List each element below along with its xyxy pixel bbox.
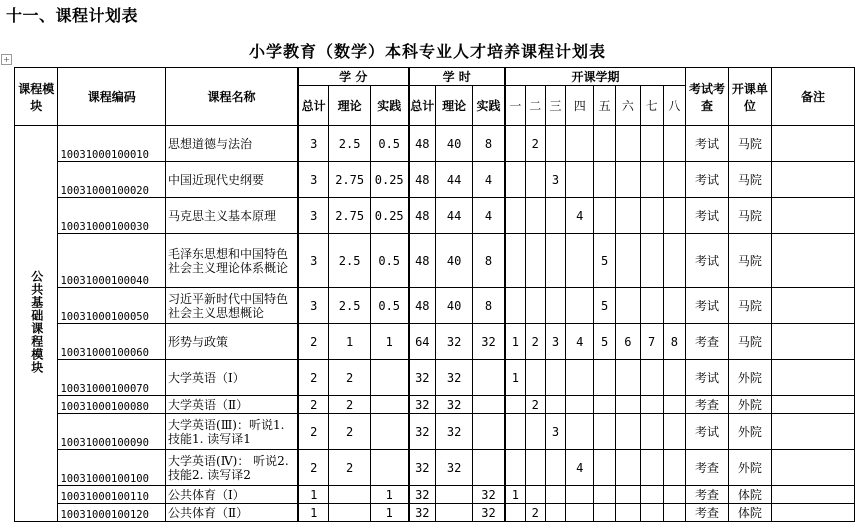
course-rows bbox=[15, 126, 855, 522]
header-credits: 学 分 bbox=[298, 68, 409, 86]
cell-cth: 2.5 bbox=[329, 234, 370, 288]
cell-ht: 32 bbox=[409, 450, 436, 486]
cell-ct: 3 bbox=[298, 234, 329, 288]
exam-type: 考查 bbox=[686, 396, 728, 414]
semester-4 bbox=[566, 504, 594, 522]
cell-hp: 8 bbox=[473, 126, 505, 162]
course-name: 公共体育（Ⅱ） bbox=[166, 504, 298, 522]
semester-5 bbox=[594, 414, 616, 450]
note bbox=[772, 198, 855, 234]
semester-2 bbox=[525, 234, 545, 288]
course-name: 大学英语（Ⅰ） bbox=[166, 360, 298, 396]
semester-2 bbox=[525, 162, 545, 198]
semester-8 bbox=[663, 486, 686, 504]
cell-cth: 2 bbox=[329, 396, 370, 414]
semester-3: 3 bbox=[545, 414, 566, 450]
header-unit: 开课单位 bbox=[728, 68, 771, 126]
cell-cp: 0.25 bbox=[370, 198, 408, 234]
table-row bbox=[15, 126, 855, 162]
note bbox=[772, 288, 855, 324]
offering-unit: 马院 bbox=[728, 288, 771, 324]
cell-hth: 32 bbox=[435, 396, 472, 414]
header-hours: 学 时 bbox=[409, 68, 505, 86]
cell-cp: 0.5 bbox=[370, 234, 408, 288]
offering-unit: 外院 bbox=[728, 414, 771, 450]
cell-hp bbox=[473, 414, 505, 450]
semester-5: 5 bbox=[594, 288, 616, 324]
table-row bbox=[15, 414, 855, 450]
semester-2: 2 bbox=[525, 504, 545, 522]
semester-5 bbox=[594, 198, 616, 234]
header-credit-practice: 实践 bbox=[370, 86, 408, 126]
offering-unit: 马院 bbox=[728, 234, 771, 288]
offering-unit: 马院 bbox=[728, 162, 771, 198]
semester-6 bbox=[615, 396, 640, 414]
semester-2 bbox=[525, 450, 545, 486]
offering-unit: 外院 bbox=[728, 396, 771, 414]
semester-7 bbox=[640, 198, 663, 234]
course-name: 习近平新时代中国特色社会主义思想概论 bbox=[166, 288, 298, 324]
header-semester-6: 六 bbox=[615, 86, 640, 126]
cell-hp: 4 bbox=[473, 198, 505, 234]
cell-hp: 8 bbox=[473, 234, 505, 288]
semester-8 bbox=[663, 198, 686, 234]
cell-hth bbox=[435, 504, 472, 522]
cell-ct: 2 bbox=[298, 450, 329, 486]
cell-cth: 2.5 bbox=[329, 288, 370, 324]
cell-ct: 3 bbox=[298, 162, 329, 198]
cell-ct: 2 bbox=[298, 360, 329, 396]
cell-hp: 32 bbox=[473, 504, 505, 522]
course-name: 中国近现代史纲要 bbox=[166, 162, 298, 198]
note bbox=[772, 162, 855, 198]
semester-5 bbox=[594, 396, 616, 414]
cell-cth: 2 bbox=[329, 360, 370, 396]
course-name: 公共体育（Ⅰ） bbox=[166, 486, 298, 504]
semester-3: 3 bbox=[545, 324, 566, 360]
semester-3 bbox=[545, 126, 566, 162]
cell-cth: 2 bbox=[329, 414, 370, 450]
semester-8 bbox=[663, 414, 686, 450]
cell-ct: 3 bbox=[298, 126, 329, 162]
semester-4 bbox=[566, 414, 594, 450]
course-name: 毛泽东思想和中国特色社会主义理论体系概论 bbox=[166, 234, 298, 288]
table-row bbox=[15, 450, 855, 486]
offering-unit: 外院 bbox=[728, 450, 771, 486]
semester-7 bbox=[640, 486, 663, 504]
cell-cp: 0.5 bbox=[370, 126, 408, 162]
cell-cth bbox=[329, 504, 370, 522]
cell-hth: 44 bbox=[435, 198, 472, 234]
note bbox=[772, 324, 855, 360]
header-semester-7: 七 bbox=[640, 86, 663, 126]
cell-hth: 40 bbox=[435, 288, 472, 324]
semester-8 bbox=[663, 504, 686, 522]
cell-cth bbox=[329, 486, 370, 504]
cell-cth: 1 bbox=[329, 324, 370, 360]
cell-cp: 0.25 bbox=[370, 162, 408, 198]
semester-8 bbox=[663, 234, 686, 288]
course-code: 10031000100100 bbox=[58, 450, 166, 486]
header-credit-theory: 理论 bbox=[329, 86, 370, 126]
semester-6 bbox=[615, 414, 640, 450]
exam-type: 考查 bbox=[686, 450, 728, 486]
semester-2 bbox=[525, 360, 545, 396]
module-name: 公共基础课程模块 bbox=[29, 269, 44, 374]
semester-6 bbox=[615, 234, 640, 288]
semester-1 bbox=[505, 396, 526, 414]
cell-hth: 40 bbox=[435, 126, 472, 162]
course-code: 10031000100120 bbox=[58, 504, 166, 522]
cell-ct: 2 bbox=[298, 396, 329, 414]
note bbox=[772, 450, 855, 486]
cell-ht: 32 bbox=[409, 504, 436, 522]
cell-ht: 32 bbox=[409, 414, 436, 450]
note bbox=[772, 126, 855, 162]
cell-hth: 32 bbox=[435, 450, 472, 486]
semester-8: 8 bbox=[663, 324, 686, 360]
semester-1 bbox=[505, 288, 526, 324]
course-plan-table bbox=[14, 67, 855, 522]
cell-hth bbox=[435, 486, 472, 504]
semester-4 bbox=[566, 486, 594, 504]
note bbox=[772, 396, 855, 414]
semester-7 bbox=[640, 162, 663, 198]
table-row bbox=[15, 288, 855, 324]
header-note: 备注 bbox=[772, 68, 855, 126]
semester-1 bbox=[505, 198, 526, 234]
semester-4 bbox=[566, 162, 594, 198]
header-credit-total: 总计 bbox=[298, 86, 329, 126]
semester-3 bbox=[545, 450, 566, 486]
semester-3 bbox=[545, 396, 566, 414]
cell-hp: 32 bbox=[473, 324, 505, 360]
cell-ct: 1 bbox=[298, 486, 329, 504]
header-semester-3: 三 bbox=[545, 86, 566, 126]
semester-6 bbox=[615, 504, 640, 522]
table-title: 小学教育（数学）本科专业人才培养课程计划表 bbox=[248, 42, 606, 61]
semester-5 bbox=[594, 504, 616, 522]
semester-6 bbox=[615, 450, 640, 486]
header-semesters: 开课学期 bbox=[505, 68, 686, 86]
cell-ct: 3 bbox=[298, 288, 329, 324]
cell-ht: 48 bbox=[409, 288, 436, 324]
cell-ht: 48 bbox=[409, 126, 436, 162]
cell-hp: 8 bbox=[473, 288, 505, 324]
table-row bbox=[15, 198, 855, 234]
exam-type: 考试 bbox=[686, 234, 728, 288]
table-row bbox=[15, 396, 855, 414]
semester-3 bbox=[545, 234, 566, 288]
cell-ht: 32 bbox=[409, 396, 436, 414]
note bbox=[772, 234, 855, 288]
semester-2 bbox=[525, 414, 545, 450]
cell-cp: 1 bbox=[370, 504, 408, 522]
header-semester-2: 二 bbox=[525, 86, 545, 126]
semester-1: 1 bbox=[505, 324, 526, 360]
semester-4 bbox=[566, 126, 594, 162]
semester-5 bbox=[594, 360, 616, 396]
course-name: 大学英语(Ⅳ)： 听说2. 技能2. 读写译2 bbox=[166, 450, 298, 486]
semester-6: 6 bbox=[615, 324, 640, 360]
semester-4: 4 bbox=[566, 324, 594, 360]
cell-cth: 2.75 bbox=[329, 162, 370, 198]
cell-ct: 3 bbox=[298, 198, 329, 234]
exam-type: 考试 bbox=[686, 414, 728, 450]
cell-ct: 1 bbox=[298, 504, 329, 522]
course-code: 10031000100050 bbox=[58, 288, 166, 324]
semester-8 bbox=[663, 396, 686, 414]
cell-hth: 32 bbox=[435, 414, 472, 450]
cell-hp bbox=[473, 450, 505, 486]
offering-unit: 外院 bbox=[728, 360, 771, 396]
semester-5 bbox=[594, 486, 616, 504]
semester-1 bbox=[505, 450, 526, 486]
header-code: 课程编码 bbox=[58, 68, 166, 126]
semester-4 bbox=[566, 234, 594, 288]
offering-unit: 马院 bbox=[728, 198, 771, 234]
exam-type: 考试 bbox=[686, 198, 728, 234]
semester-5: 5 bbox=[594, 324, 616, 360]
cell-cp bbox=[370, 396, 408, 414]
header-exam: 考试考查 bbox=[686, 68, 728, 126]
semester-2: 2 bbox=[525, 126, 545, 162]
table-row bbox=[15, 504, 855, 522]
header-name: 课程名称 bbox=[166, 68, 298, 126]
cell-ht: 32 bbox=[409, 360, 436, 396]
cell-ct: 2 bbox=[298, 414, 329, 450]
cell-cth: 2 bbox=[329, 450, 370, 486]
semester-5 bbox=[594, 450, 616, 486]
semester-7 bbox=[640, 288, 663, 324]
header-semester-8: 八 bbox=[663, 86, 686, 126]
exam-type: 考试 bbox=[686, 126, 728, 162]
course-code: 10031000100090 bbox=[58, 414, 166, 450]
module-cell bbox=[15, 126, 58, 522]
cell-hp bbox=[473, 360, 505, 396]
semester-6 bbox=[615, 162, 640, 198]
semester-7 bbox=[640, 450, 663, 486]
cell-cp bbox=[370, 360, 408, 396]
cell-ht: 64 bbox=[409, 324, 436, 360]
semester-1: 1 bbox=[505, 486, 526, 504]
offering-unit: 马院 bbox=[728, 126, 771, 162]
course-code: 10031000100080 bbox=[58, 396, 166, 414]
course-code: 10031000100030 bbox=[58, 198, 166, 234]
offering-unit: 体院 bbox=[728, 504, 771, 522]
offering-unit: 马院 bbox=[728, 324, 771, 360]
table-row bbox=[15, 360, 855, 396]
semester-6 bbox=[615, 198, 640, 234]
semester-7 bbox=[640, 414, 663, 450]
header-semester-5: 五 bbox=[594, 86, 616, 126]
course-name: 形势与政策 bbox=[166, 324, 298, 360]
section-heading: 十一、课程计划表 bbox=[6, 6, 139, 25]
header-module: 课程模块 bbox=[15, 68, 58, 126]
semester-5 bbox=[594, 162, 616, 198]
exam-type: 考查 bbox=[686, 324, 728, 360]
semester-6 bbox=[615, 288, 640, 324]
cell-cp bbox=[370, 450, 408, 486]
semester-4 bbox=[566, 360, 594, 396]
course-code: 10031000100060 bbox=[58, 324, 166, 360]
table-move-handle-icon[interactable]: + bbox=[1, 54, 12, 65]
course-name: 思想道德与法治 bbox=[166, 126, 298, 162]
header-semester-1: 一 bbox=[505, 86, 526, 126]
note bbox=[772, 414, 855, 450]
cell-hth: 32 bbox=[435, 360, 472, 396]
course-code: 10031000100010 bbox=[58, 126, 166, 162]
cell-hp: 4 bbox=[473, 162, 505, 198]
exam-type: 考试 bbox=[686, 162, 728, 198]
note bbox=[772, 504, 855, 522]
course-code: 10031000100040 bbox=[58, 234, 166, 288]
header-hour-practice: 实践 bbox=[473, 86, 505, 126]
cell-ht: 48 bbox=[409, 234, 436, 288]
semester-2: 2 bbox=[525, 324, 545, 360]
semester-6 bbox=[615, 486, 640, 504]
semester-8 bbox=[663, 450, 686, 486]
cell-ht: 48 bbox=[409, 162, 436, 198]
cell-hth: 40 bbox=[435, 234, 472, 288]
exam-type: 考查 bbox=[686, 486, 728, 504]
cell-ct: 2 bbox=[298, 324, 329, 360]
table-row bbox=[15, 486, 855, 504]
semester-3 bbox=[545, 504, 566, 522]
semester-1 bbox=[505, 162, 526, 198]
exam-type: 考查 bbox=[686, 504, 728, 522]
semester-5: 5 bbox=[594, 234, 616, 288]
cell-cp bbox=[370, 414, 408, 450]
semester-2 bbox=[525, 288, 545, 324]
semester-7 bbox=[640, 504, 663, 522]
cell-hth: 32 bbox=[435, 324, 472, 360]
offering-unit: 体院 bbox=[728, 486, 771, 504]
semester-3 bbox=[545, 360, 566, 396]
semester-8 bbox=[663, 162, 686, 198]
semester-1 bbox=[505, 234, 526, 288]
semester-4: 4 bbox=[566, 198, 594, 234]
semester-3 bbox=[545, 486, 566, 504]
semester-1 bbox=[505, 414, 526, 450]
semester-3: 3 bbox=[545, 162, 566, 198]
header-hour-theory: 理论 bbox=[435, 86, 472, 126]
semester-5 bbox=[594, 126, 616, 162]
course-name: 马克思主义基本原理 bbox=[166, 198, 298, 234]
semester-2 bbox=[525, 198, 545, 234]
cell-cp: 1 bbox=[370, 486, 408, 504]
note bbox=[772, 486, 855, 504]
semester-6 bbox=[615, 126, 640, 162]
cell-cth: 2.5 bbox=[329, 126, 370, 162]
semester-7 bbox=[640, 126, 663, 162]
cell-hp bbox=[473, 396, 505, 414]
semester-6 bbox=[615, 360, 640, 396]
header-hour-total: 总计 bbox=[409, 86, 436, 126]
semester-7 bbox=[640, 360, 663, 396]
semester-4 bbox=[566, 288, 594, 324]
exam-type: 考试 bbox=[686, 288, 728, 324]
semester-7 bbox=[640, 234, 663, 288]
semester-4: 4 bbox=[566, 450, 594, 486]
exam-type: 考试 bbox=[686, 360, 728, 396]
course-code: 10031000100020 bbox=[58, 162, 166, 198]
semester-1 bbox=[505, 504, 526, 522]
semester-4 bbox=[566, 396, 594, 414]
cell-cp: 1 bbox=[370, 324, 408, 360]
cell-hth: 44 bbox=[435, 162, 472, 198]
course-name: 大学英语(Ⅲ)：听说1. 技能1. 读写译1 bbox=[166, 414, 298, 450]
semester-7 bbox=[640, 396, 663, 414]
semester-7: 7 bbox=[640, 324, 663, 360]
note bbox=[772, 360, 855, 396]
cell-ht: 32 bbox=[409, 486, 436, 504]
semester-1 bbox=[505, 126, 526, 162]
semester-3 bbox=[545, 288, 566, 324]
semester-8 bbox=[663, 126, 686, 162]
course-name: 大学英语（Ⅱ） bbox=[166, 396, 298, 414]
table-row bbox=[15, 324, 855, 360]
semester-8 bbox=[663, 360, 686, 396]
semester-8 bbox=[663, 288, 686, 324]
semester-3 bbox=[545, 198, 566, 234]
semester-2: 2 bbox=[525, 396, 545, 414]
course-code: 10031000100070 bbox=[58, 360, 166, 396]
cell-ht: 48 bbox=[409, 198, 436, 234]
cell-hp: 32 bbox=[473, 486, 505, 504]
cell-cth: 2.75 bbox=[329, 198, 370, 234]
cell-cp: 0.5 bbox=[370, 288, 408, 324]
course-code: 10031000100110 bbox=[58, 486, 166, 504]
table-row bbox=[15, 234, 855, 288]
header-semester-4: 四 bbox=[566, 86, 594, 126]
semester-2 bbox=[525, 486, 545, 504]
semester-1: 1 bbox=[505, 360, 526, 396]
table-row bbox=[15, 162, 855, 198]
